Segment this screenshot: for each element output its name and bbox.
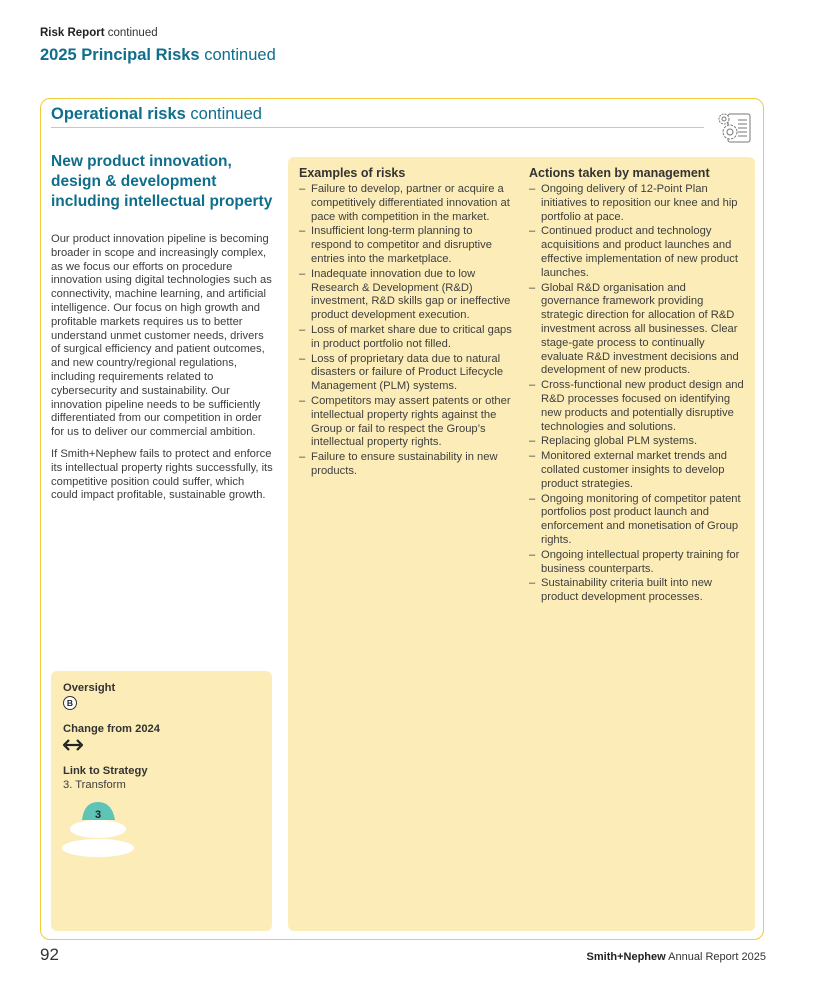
report-name: Risk Report xyxy=(40,27,105,39)
list-item: – Replacing global PLM systems. xyxy=(529,435,744,449)
footer-brand: Smith+Nephew xyxy=(586,951,666,963)
section-title xyxy=(51,105,262,124)
list-item: – Failure to develop, partner or acquire a competitively differentiated innovation at pace with competition in the market. xyxy=(299,183,514,224)
list-item: – Monitored external market trends and collated customer insights to develop product strategies. xyxy=(529,450,744,491)
page-number: 92 xyxy=(40,945,59,964)
list-item: – Failure to ensure sustainability in new products. xyxy=(299,451,514,479)
gear-document-icon xyxy=(714,110,754,146)
list-item: – Global R&D organisation and governance framework providing strategic direction for allocation of R&D investment across all businesses. Clear stage-gate process to continually evaluate R&D investment decisions and development of new products. xyxy=(529,282,744,379)
examples-list xyxy=(299,183,514,479)
list-item: – Ongoing intellectual property training for business counterparts. xyxy=(529,549,744,577)
list-item: – Cross-functional new product design and R&D processes focused on identifying new products and potentially disruptive technologies and solutions. xyxy=(529,379,744,434)
list-item: – Continued product and technology acquisitions and product launches and effective implementation of new product launches. xyxy=(529,225,744,280)
risk-title: New product innovation, design & development including intellectual property xyxy=(51,153,273,210)
strategy-label: Link to Strategy xyxy=(63,765,148,777)
actions-heading: Actions taken by management xyxy=(529,166,710,180)
oversight-label: Oversight xyxy=(63,682,116,694)
actions-list xyxy=(529,183,744,605)
page-heading-bold: 2025 Principal Risks xyxy=(40,46,200,64)
examples-column xyxy=(299,166,514,480)
list-item: – Competitors may assert patents or other intellectual property rights against the Group or fail to respect the Group’s intellectual property rights. xyxy=(299,395,514,450)
section-title-continued: continued xyxy=(185,105,262,123)
change-label: Change from 2024 xyxy=(63,723,160,735)
risk-paragraph: If Smith+Nephew fails to protect and enforce its intellectual property rights successfully, its competitive position could suffer, which could impact profitable, sustainable growth. xyxy=(51,447,273,502)
double-arrow-icon xyxy=(62,738,84,757)
list-item: – Ongoing delivery of 12-Point Plan initiatives to reposition our knee and hip portfolio at pace. xyxy=(529,183,744,224)
risk-description xyxy=(51,233,273,511)
list-item: – Ongoing monitoring of competitor patent portfolios post product launch and enforcement and monetisation of Group rights. xyxy=(529,493,744,548)
running-header xyxy=(40,27,158,39)
section-divider xyxy=(51,127,704,128)
list-item: – Insufficient long-term planning to respond to competitor and disruptive entries into the marketplace. xyxy=(299,225,514,266)
strategy-number: 3 xyxy=(94,809,102,821)
examples-heading: Examples of risks xyxy=(299,166,406,180)
page-heading xyxy=(40,46,276,65)
actions-column xyxy=(529,166,744,606)
risk-paragraph: Our product innovation pipeline is becoming broader in scope and increasingly complex, as we focus our efforts on procedure innovation using digital technologies such as connectivity, machine learning, and artificial intelligence. Our focus on high growth and profitable markets requires us to better understand unmet customer needs, drivers of surgical efficiency and patient outcomes, and new country/regional regulations, including requirements related to cybersecurity and sustainability. Our innovation pipeline needs to be sufficiently differentiated from our competition in order for us to deliver our commercial ambition. xyxy=(51,233,272,439)
page-heading-continued: continued xyxy=(199,46,276,64)
list-item: – Inadequate innovation due to low Research & Development (R&D) investment, R&D skills gap or ineffective product development execution. xyxy=(299,268,514,323)
list-item: – Loss of market share due to critical gaps in product portfolio not filled. xyxy=(299,324,514,352)
footer-publication xyxy=(587,951,766,963)
strategy-stones-graphic xyxy=(60,792,140,867)
report-continued: continued xyxy=(104,27,158,39)
list-item: – Loss of proprietary data due to natural disasters or failure of Product Lifecycle Management (PLM) systems. xyxy=(299,353,514,394)
footer-report-title: Annual Report 2025 xyxy=(665,951,766,963)
oversight-badge: B xyxy=(63,696,77,710)
strategy-value: 3. Transform xyxy=(63,779,126,791)
section-title-bold: Operational risks xyxy=(51,105,186,123)
list-item: – Sustainability criteria built into new product development processes. xyxy=(529,577,744,605)
